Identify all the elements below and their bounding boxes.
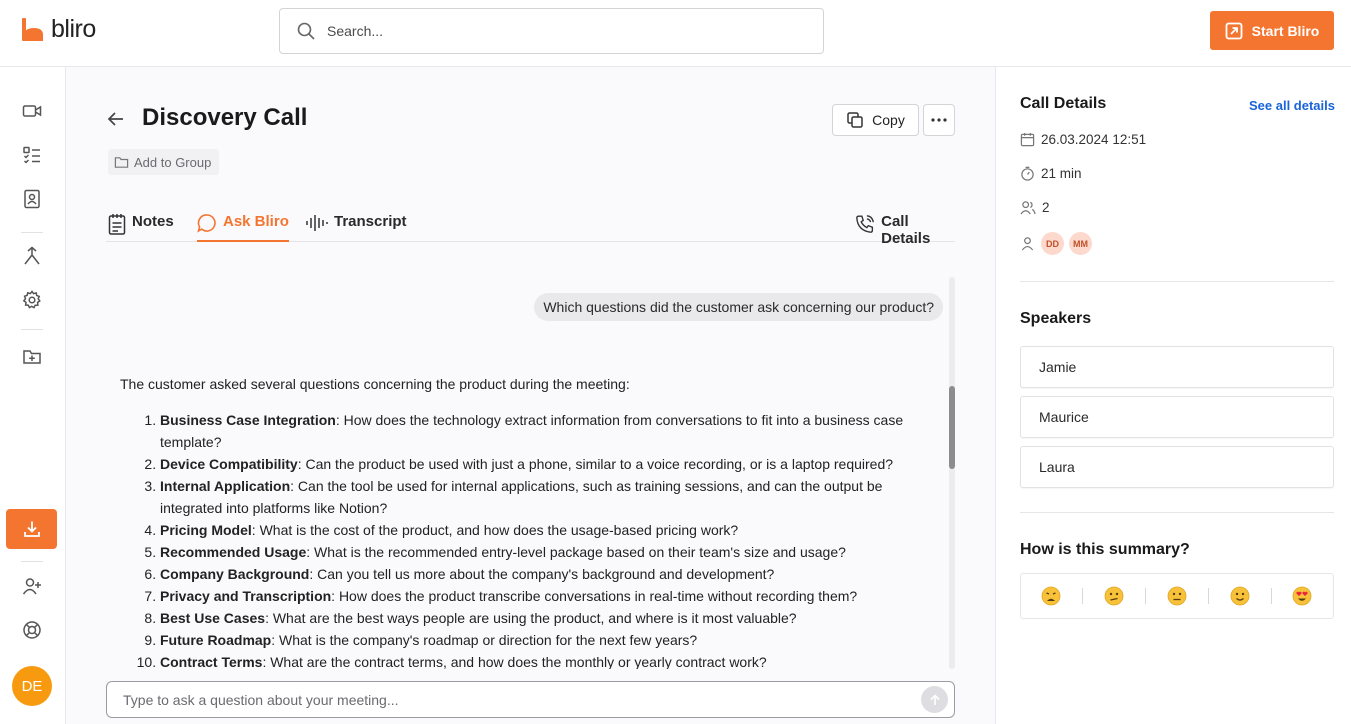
duration-value: 21 min — [1041, 166, 1082, 181]
stopwatch-icon — [1020, 166, 1035, 181]
list-item — [160, 409, 930, 453]
list-item — [160, 607, 930, 629]
gear-icon — [22, 290, 42, 310]
user-icon — [1020, 236, 1035, 251]
list-item — [160, 563, 930, 585]
item-text: : How does the technology extract information from conversations to fit into a business case template? — [160, 412, 904, 450]
question-list — [120, 409, 930, 669]
call-duration — [1020, 166, 1082, 181]
call-datetime — [1020, 132, 1146, 147]
top-bar — [0, 0, 1351, 67]
user-avatar[interactable]: DE — [12, 666, 52, 706]
rating-separator — [1208, 588, 1209, 604]
sidebar-divider — [21, 232, 43, 233]
list-item — [160, 453, 930, 475]
speaker-item[interactable]: Maurice — [1020, 396, 1334, 438]
user-plus-icon — [22, 576, 42, 596]
attendee-chip[interactable]: MM — [1069, 232, 1092, 255]
sidebar-item-integrations[interactable] — [21, 245, 43, 267]
list-item — [160, 475, 930, 519]
logo[interactable] — [21, 17, 96, 44]
user-question-bubble: Which questions did the customer ask concerning our product? — [534, 293, 943, 321]
feedback-rating — [1020, 573, 1334, 619]
sidebar-item-recordings[interactable] — [21, 100, 43, 122]
chat-area — [106, 277, 955, 669]
heart-eyes-face-icon[interactable] — [1292, 586, 1312, 606]
sidebar-item-new-folder[interactable] — [21, 346, 43, 368]
download-icon — [22, 519, 42, 539]
item-text: : What is the recommended entry-level package based on their team's size and usage? — [306, 544, 846, 560]
item-text: : What is the cost of the product, and how does the usage-based pricing work? — [251, 522, 739, 538]
divider — [1020, 512, 1334, 513]
item-title: Business Case Integration — [160, 412, 336, 428]
start-bliro-label: Start Bliro — [1251, 22, 1320, 39]
tab-ask-bliro[interactable] — [197, 208, 289, 242]
send-button[interactable] — [921, 686, 948, 713]
arrow-left-icon — [106, 109, 126, 129]
tab-transcript-label: Transcript — [334, 213, 407, 230]
chat-scrollbar[interactable] — [949, 277, 955, 669]
chat-scrollbar-thumb[interactable] — [949, 386, 955, 469]
speaker-item[interactable]: Jamie — [1020, 346, 1334, 388]
item-title: Company Background — [160, 566, 310, 582]
search-icon — [296, 21, 316, 41]
sidebar-item-invite[interactable] — [21, 575, 43, 597]
tab-bar — [106, 208, 955, 247]
sidebar-item-help[interactable] — [21, 619, 43, 641]
item-text: : Can the product be used with just a phone, similar to a voice recording, or is a laptop required? — [297, 456, 894, 472]
external-arrow-icon — [1225, 22, 1243, 40]
very-unhappy-face-icon[interactable] — [1041, 586, 1061, 606]
item-title: Device Compatibility — [160, 456, 298, 472]
back-button[interactable] — [106, 109, 126, 129]
chat-bubble-icon — [197, 213, 217, 233]
list-item — [160, 541, 930, 563]
item-text: : Can you tell us more about the company's background and development? — [309, 566, 775, 582]
tab-transcript[interactable] — [306, 208, 407, 242]
arrow-up-icon — [929, 694, 941, 706]
item-text: : What are the contract terms, and how does the monthly or yearly contract work? — [262, 654, 767, 669]
folder-plus-icon — [22, 347, 42, 367]
folder-icon — [114, 155, 129, 170]
call-attendees — [1020, 232, 1091, 255]
speakers-heading: Speakers — [1020, 310, 1092, 327]
tab-call-details-label: Call Details — [881, 213, 931, 247]
rating-separator — [1271, 588, 1272, 604]
item-text: : What are the best ways people are using the product, and where is it most valuable? — [265, 610, 797, 626]
ask-input[interactable] — [123, 692, 903, 708]
item-text: : What is the company's roadmap or direction for the next few years? — [271, 632, 698, 648]
main-panel — [66, 67, 995, 724]
ellipsis-icon — [931, 118, 947, 122]
copy-icon — [846, 111, 864, 129]
item-title: Internal Application — [160, 478, 291, 494]
item-title: Best Use Cases — [160, 610, 266, 626]
list-item — [160, 519, 930, 541]
list-item — [160, 629, 930, 651]
contact-book-icon — [22, 189, 42, 209]
datetime-value: 26.03.2024 12:51 — [1041, 132, 1147, 147]
list-item — [160, 585, 930, 607]
more-options-button[interactable] — [923, 104, 955, 136]
item-title: Recommended Usage — [160, 544, 307, 560]
item-text: : How does the product transcribe conversations in real-time without recording them? — [331, 588, 858, 604]
tab-notes[interactable] — [108, 208, 174, 242]
video-camera-icon — [22, 101, 42, 121]
slightly-smiling-face-icon[interactable] — [1230, 586, 1250, 606]
list-item — [160, 651, 930, 669]
phone-call-icon — [855, 213, 875, 235]
merge-icon — [22, 246, 42, 266]
lifebuoy-icon — [22, 620, 42, 640]
page-title: Discovery Call — [142, 104, 308, 131]
item-text: : Can the tool be used for internal applications, such as training sessions, and can the output be integrated into platforms like Notion? — [160, 478, 883, 516]
item-title: Future Roadmap — [160, 632, 272, 648]
neutral-face-icon[interactable] — [1167, 586, 1187, 606]
search-input[interactable] — [327, 23, 787, 39]
sidebar-item-list[interactable] — [21, 144, 43, 166]
see-all-details-link[interactable]: See all details — [1249, 98, 1335, 113]
sidebar-item-settings[interactable] — [21, 289, 43, 311]
divider — [1020, 281, 1334, 282]
add-to-group-button[interactable] — [108, 149, 219, 175]
assistant-answer — [120, 373, 930, 669]
answer-intro: The customer asked several questions concerning the product during the meeting: — [120, 376, 630, 392]
copy-label: Copy — [872, 112, 905, 128]
search-box[interactable] — [279, 8, 824, 54]
sidebar-divider — [21, 561, 43, 562]
start-bliro-button[interactable] — [1210, 11, 1334, 50]
attendee-chip[interactable]: DD — [1041, 232, 1064, 255]
download-button[interactable] — [6, 509, 57, 549]
users-icon — [1020, 200, 1036, 215]
feedback-heading: How is this summary? — [1020, 541, 1190, 558]
item-title: Pricing Model — [160, 522, 252, 538]
call-participants — [1020, 200, 1050, 215]
rating-separator — [1082, 588, 1083, 604]
speaker-item[interactable]: Laura — [1020, 446, 1334, 488]
item-title: Privacy and Transcription — [160, 588, 332, 604]
call-details-heading: Call Details — [1020, 95, 1107, 112]
brand-name: bliro — [51, 15, 96, 43]
bliro-logo-icon — [21, 18, 45, 44]
participants-count: 2 — [1042, 200, 1050, 215]
confused-face-icon[interactable] — [1104, 586, 1124, 606]
sidebar — [0, 67, 66, 724]
item-title: Contract Terms — [160, 654, 263, 669]
sidebar-item-contacts[interactable] — [21, 188, 43, 210]
sidebar-divider — [21, 329, 43, 330]
rating-separator — [1145, 588, 1146, 604]
calendar-icon — [1020, 132, 1035, 147]
soundwave-icon — [306, 213, 328, 233]
copy-button[interactable] — [832, 104, 919, 136]
details-panel — [995, 67, 1351, 724]
notepad-icon — [108, 213, 126, 235]
ask-box[interactable] — [106, 681, 955, 718]
tab-notes-label: Notes — [132, 213, 174, 230]
tab-ask-bliro-label: Ask Bliro — [223, 213, 289, 230]
add-to-group-label: Add to Group — [134, 154, 212, 170]
tab-call-details[interactable] — [855, 208, 955, 247]
checklist-icon — [22, 145, 42, 165]
